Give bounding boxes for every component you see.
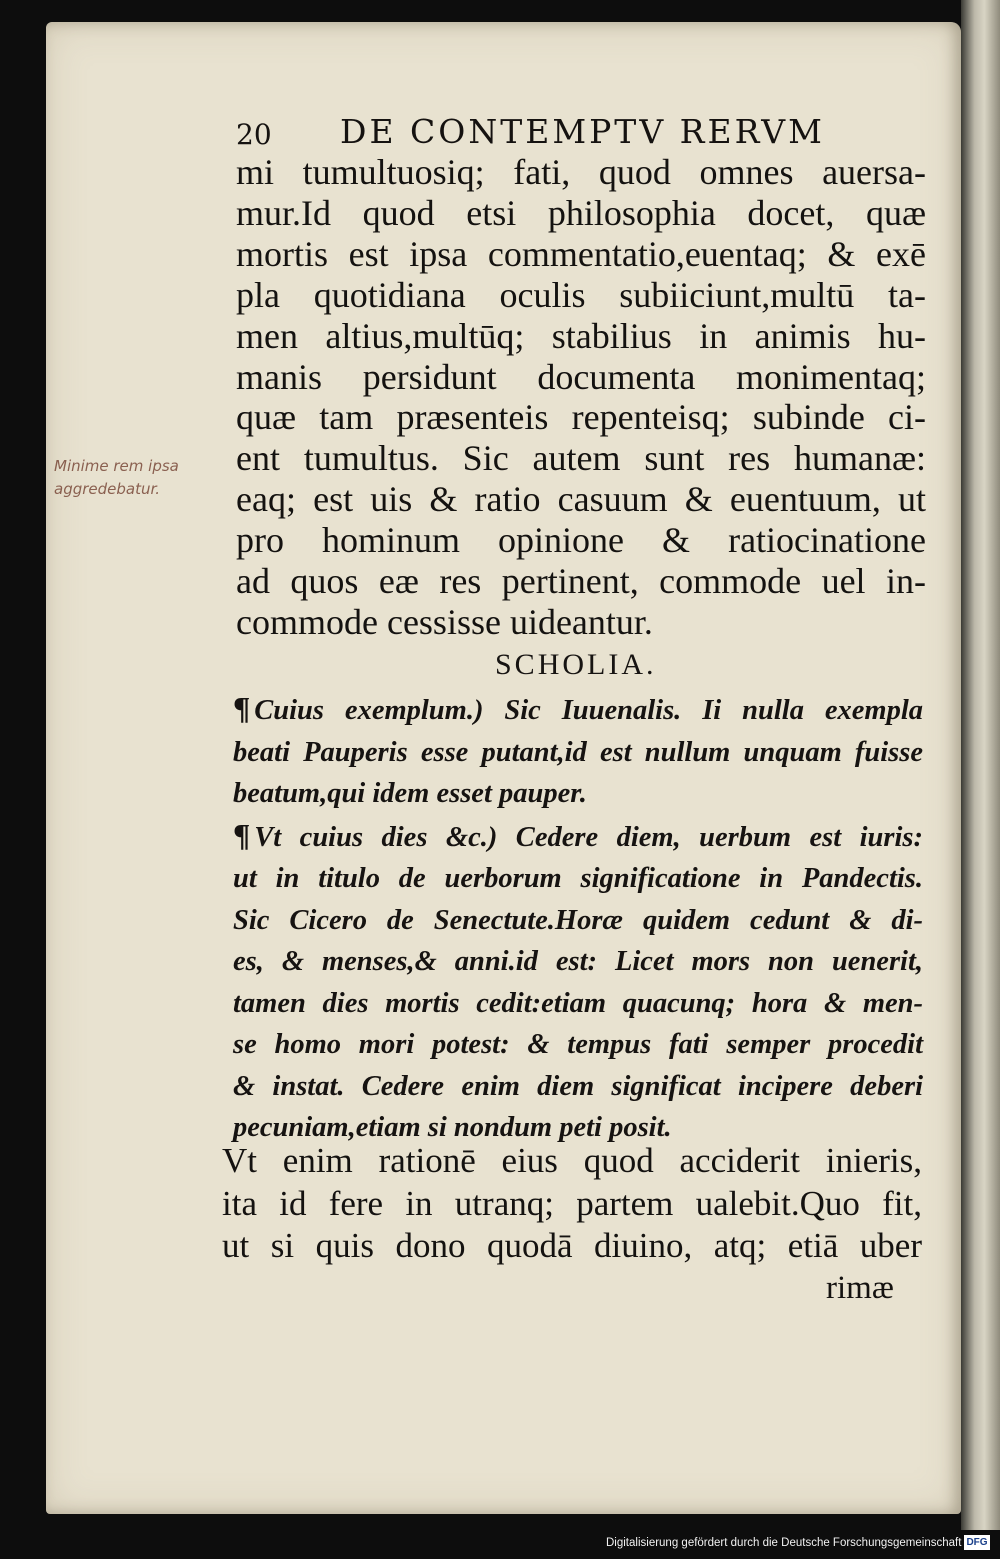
scholia-line: [233, 815, 923, 859]
scholia-line: es, & menses,& anni.id est: Licet mors non uenerit,: [233, 946, 923, 977]
text-line: ad quos eæ res pertinent, commode uel in-: [236, 561, 926, 602]
text-line: pla quotidiana oculis subiiciunt,multū ta-: [236, 274, 926, 315]
text-line: pro hominum opinione & ratiocinatione: [236, 520, 926, 561]
text-line: mi tumultuosiq; fati, quod omnes auersa-: [236, 152, 926, 192]
running-header: [236, 112, 876, 156]
handwritten-margin-note: [54, 455, 224, 501]
text-line: mur.Id quod etsi philosophia docet, quæ: [236, 192, 926, 233]
scholia-line-text: Cuius exemplum.) Sic Iuuenalis. Ii nulla exempla: [254, 695, 923, 726]
main-text-block: [236, 152, 926, 643]
text-line: ita id fere in utranq; partem ualebit.Quo fit,: [222, 1183, 922, 1223]
scholia-line: tamen dies mortis cedit:etiam quacunq; hora & men-: [233, 987, 923, 1019]
scholia-line: beatum,qui idem esset pauper.: [233, 778, 587, 809]
catchword: rimæ: [826, 1270, 894, 1306]
scholia-line: beati Pauperis esse putant,id est nullum unquam fuisse: [233, 736, 923, 768]
text-line: manis persidunt documenta monimentaq;: [236, 356, 926, 397]
text-line: men altius,multūq; stabilius in animis hu-: [236, 315, 926, 356]
pilcrow-icon: ¶: [233, 690, 251, 726]
book-gutter: [961, 0, 1000, 1530]
scholia-line: pecuniam,etiam si nondum peti posit.: [233, 1112, 672, 1143]
section-heading: SCHOLIA.: [495, 648, 657, 681]
dfg-logo-icon: DFG: [964, 1535, 990, 1550]
text-line: ent tumultus. Sic autem sunt res humanæ:: [236, 438, 926, 479]
digitization-credit: Digitalisierung gefördert durch die Deutsche Forschungsgemeinschaft: [606, 1537, 962, 1549]
text-line: mortis est ipsa commentatio,euentaq; & exē: [236, 233, 926, 274]
text-line: quæ tam præsenteis repenteisq; subinde ci-: [236, 397, 926, 438]
scholia-line: se homo mori potest: & tempus fati semper procedit: [233, 1029, 923, 1060]
running-title: DE CONTEMPTV RERVM: [340, 112, 825, 151]
scholia-line: Sic Cicero de Senectute.Horæ quidem cedunt & di-: [233, 904, 923, 936]
scholia-line: & instat. Cedere enim diem significat incipere deberi: [233, 1070, 923, 1102]
pilcrow-icon: ¶: [233, 816, 251, 853]
continuation-text-block: [222, 1140, 922, 1268]
page-number: 20: [236, 118, 272, 151]
text-line: commode cessisse uideantur.: [236, 601, 653, 642]
scholia-line: [233, 688, 923, 732]
scholia-block: [233, 688, 923, 1149]
text-line: eaq; est uis & ratio casuum & euentuum, ut: [236, 479, 926, 520]
margin-note-line: aggredebatur.: [54, 480, 161, 498]
scholia-line-text: Vt cuius dies &c.) Cedere diem, uerbum est iuris:: [254, 821, 923, 853]
scholia-line: ut in titulo de uerborum significatione in Pandectis.: [233, 863, 923, 894]
text-line: ut si quis dono quodā diuino, atq; etiā uber: [222, 1226, 922, 1265]
margin-note-line: Minime rem ipsa: [54, 457, 179, 475]
text-line: Vt enim rationē eius quod acciderit inieris,: [222, 1141, 922, 1180]
